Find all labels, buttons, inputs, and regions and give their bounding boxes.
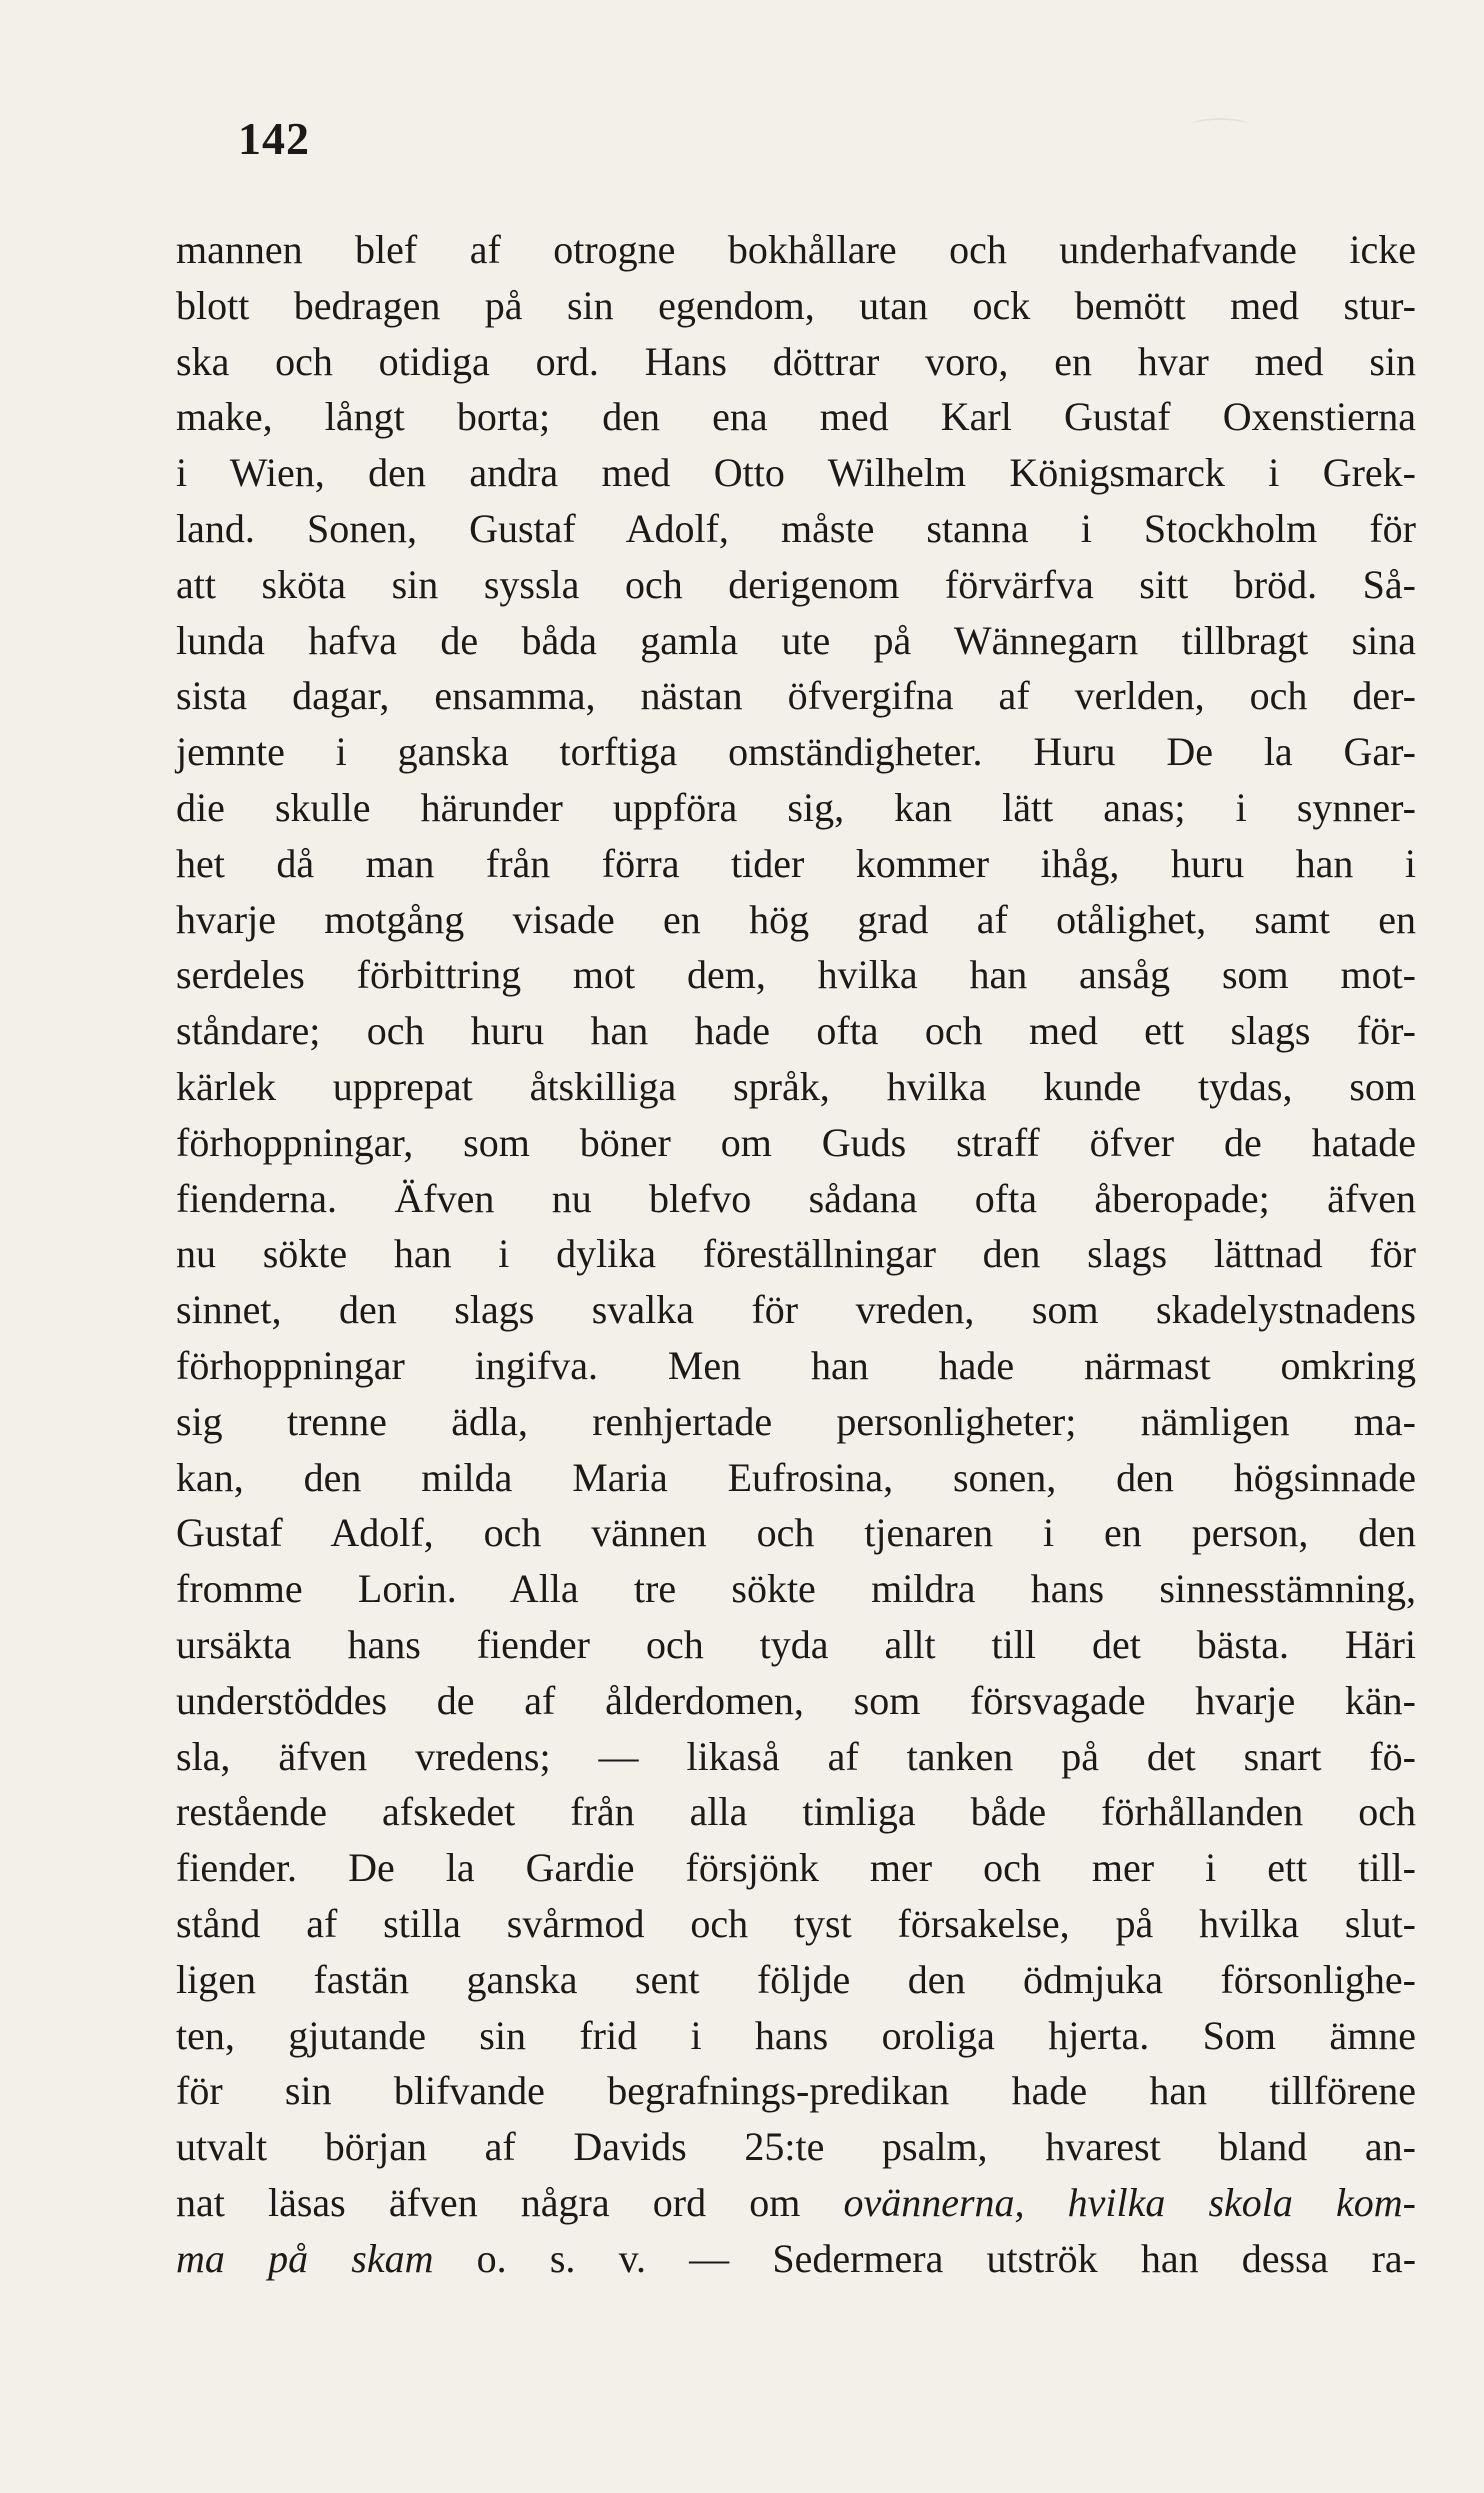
text-line: ståndare; och huru han hade ofta och med ett slags för- (176, 1008, 1416, 1054)
text-line: understöddes de af ålderdomen, som försvagade hvarje kän- (176, 1677, 1416, 1723)
text-line: fienderna. Äfven nu blefvo sådana ofta åberopade; äfven (176, 1175, 1416, 1221)
text-line: kan, den milda Maria Eufrosina, sonen, den högsinnade (176, 1454, 1416, 1500)
text-line: hvarje motgång visade en hög grad af otålighet, samt en (176, 896, 1416, 942)
text-line: het då man från förra tider kommer ihåg, huru han i (176, 840, 1416, 886)
text-line: att sköta sin syssla och derigenom förvärfva sitt bröd. Så- (176, 561, 1416, 607)
text-line: land. Sonen, Gustaf Adolf, måste stanna i Stockholm för (176, 505, 1416, 551)
page-number: 142 (238, 113, 310, 164)
text-line: utvalt början af Davids 25:te psalm, hvarest bland an- (176, 2124, 1416, 2170)
text-line-mixed (176, 2231, 1416, 2287)
text-line: sinnet, den slags svalka för vreden, som skadelystnadens (176, 1287, 1416, 1333)
text-line: blott bedragen på sin egendom, utan ock bemött med stur- (176, 282, 1416, 328)
text-segment: nat läsas äfven några ord om (176, 2179, 801, 2225)
body-text (176, 222, 1416, 2286)
text-line: för sin blifvande begrafnings-predikan hade han tillförene (176, 2068, 1416, 2114)
text-line: make, långt borta; den ena med Karl Gustaf Oxenstierna (176, 394, 1416, 440)
text-line: fromme Lorin. Alla tre sökte mildra hans sinnesstämning, (176, 1566, 1416, 1612)
text-line: stånd af stilla svårmod och tyst försakelse, på hvilka slut- (176, 1900, 1416, 1946)
text-line: fiender. De la Gardie försjönk mer och mer i ett till- (176, 1845, 1416, 1891)
text-line: nu sökte han i dylika föreställningar den slags lättnad för (176, 1231, 1416, 1277)
text-line: i Wien, den andra med Otto Wilhelm Königsmarck i Grek- (176, 450, 1416, 496)
italic-phrase: ovännerna, hvilka skola kom- (843, 2179, 1417, 2225)
text-line: mannen blef af otrogne bokhållare och underhafvande icke (176, 227, 1416, 272)
text-line: jemnte i ganska torftiga omständigheter. Huru De la Gar- (176, 729, 1416, 775)
text-line: ligen fastän ganska sent följde den ödmjuka försonlighe- (176, 1956, 1416, 2002)
text-line: lunda hafva de båda gamla ute på Wännegarn tillbragt sina (176, 617, 1416, 663)
text-line: die skulle härunder uppföra sig, kan lätt anas; i synner- (176, 784, 1416, 830)
text-line: förhoppningar ingifva. Men han hade närmast omkring (176, 1342, 1416, 1388)
text-line: ursäkta hans fiender och tyda allt till det bästa. Häri (176, 1621, 1416, 1667)
text-line-mixed (176, 2175, 1416, 2231)
paper-mark (1190, 118, 1250, 134)
text-line: restående afskedet från alla timliga både förhållanden och (176, 1789, 1416, 1835)
text-line: Gustaf Adolf, och vännen och tjenaren i en person, den (176, 1510, 1416, 1556)
text-line: sla, äfven vredens; — likaså af tanken på det snart fö- (176, 1733, 1416, 1779)
text-segment: o. s. v. — Sedermera utströk han dessa ra- (476, 2235, 1417, 2281)
text-line: ten, gjutande sin frid i hans oroliga hjerta. Som ämne (176, 2012, 1416, 2058)
text-line: serdeles förbittring mot dem, hvilka han ansåg som mot- (176, 952, 1416, 998)
text-line: sista dagar, ensamma, nästan öfvergifna af verlden, och der- (176, 673, 1416, 719)
text-line: kärlek upprepat åtskilliga språk, hvilka kunde tydas, som (176, 1063, 1416, 1109)
text-line: ska och otidiga ord. Hans döttrar voro, en hvar med sin (176, 338, 1416, 384)
text-line: sig trenne ädla, renhjertade personligheter; nämligen ma- (176, 1398, 1416, 1444)
text-line: förhoppningar, som böner om Guds straff öfver de hatade (176, 1119, 1416, 1165)
italic-phrase: ma på skam (176, 2235, 434, 2281)
